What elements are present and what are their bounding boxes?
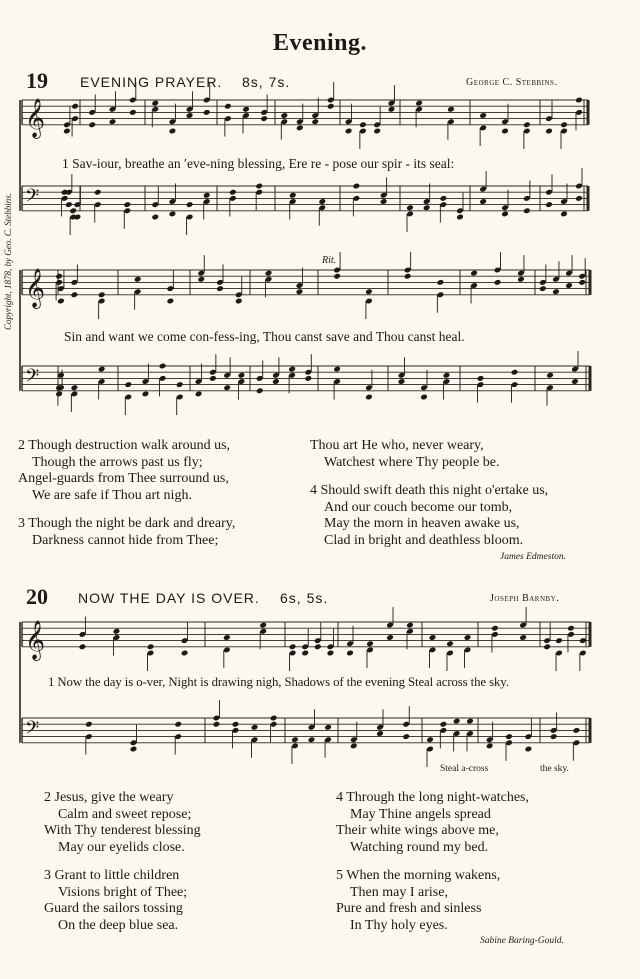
note-head — [213, 721, 221, 728]
hymn-19-number: 19 — [26, 68, 48, 93]
note-head — [113, 628, 121, 635]
verse-line: 2 Jesus, give the weary — [44, 790, 174, 805]
note-head — [232, 721, 240, 728]
note-head — [440, 721, 448, 728]
hymn-20-bass-words-b: the sky. — [540, 764, 569, 774]
verse-line: Visions bright of Thee; — [58, 884, 188, 900]
note-head — [308, 736, 316, 743]
hymn-19-lyric-line-1: 1 Sav-iour, breathe an ′eve-ning blessing, Ere re - pose our spir - its seal: — [62, 156, 455, 171]
note-head — [567, 625, 575, 632]
note-head — [314, 643, 322, 650]
hymn-19-lyric-line-2: Sin and want we come con-fess-ing, Thou canst save and Thou canst heal. — [64, 329, 465, 344]
bass-clef-icon: 𝄢 — [25, 717, 40, 743]
verse-line: And our couch become our tomb, — [324, 499, 513, 515]
verse-line: 5 When the morning wakens, — [336, 868, 501, 883]
verse-line: Watchest where Thy people be. — [324, 454, 500, 470]
note-head — [251, 724, 259, 731]
bass-clef-icon: 𝄢 — [25, 365, 40, 391]
note-head — [402, 733, 410, 740]
verse-line: Thou art He who, never weary, — [310, 438, 484, 453]
note-head — [324, 724, 332, 731]
hymn-20-title: NOW THE DAY IS OVER. — [78, 590, 260, 606]
hymn-19-composer: George C. Stebbins. — [466, 77, 558, 88]
note-head — [181, 650, 189, 657]
note-head — [174, 721, 182, 728]
note-head — [519, 634, 527, 641]
note-head — [453, 718, 461, 725]
treble-clef-icon: 𝄞 — [25, 267, 46, 308]
hymn-20-composer: Joseph Barnby. — [490, 593, 560, 604]
note-head — [270, 715, 278, 722]
verse-line: Then may I arise, — [350, 884, 448, 900]
verse-line: 4 Through the long night-watches, — [336, 790, 529, 805]
note-head — [301, 650, 309, 657]
note-head — [130, 746, 138, 753]
verse-line: 2 Though destruction walk around us, — [18, 438, 231, 453]
verse-line: On the deep blue sea. — [58, 917, 179, 933]
hymn-20-meter: 6s, 5s. — [280, 590, 329, 606]
note-head — [327, 650, 335, 657]
note-head — [505, 733, 513, 740]
note-head — [147, 643, 155, 650]
verse-line: Guard the sailors tossing — [44, 901, 183, 916]
note-head — [223, 634, 231, 641]
staff — [22, 700, 590, 767]
note-head — [79, 643, 87, 650]
verse-line: We are safe if Thou art nigh. — [32, 487, 192, 503]
note-head — [486, 743, 494, 750]
verse-line: 3 Grant to little children — [44, 868, 180, 883]
note-head — [550, 733, 558, 740]
verse-line: May Thine angels spread — [350, 806, 491, 822]
hymn-19-rit-marking: Rit. — [322, 255, 337, 266]
verse-line: May our eyelids close. — [58, 839, 185, 855]
treble-clef-icon: 𝄞 — [25, 97, 46, 138]
note-head — [573, 727, 581, 734]
note-head — [406, 622, 414, 629]
note-head — [85, 721, 93, 728]
hymn-20-bass-words-a: Steal a-cross — [440, 764, 489, 774]
note-head — [464, 634, 472, 641]
hymn-20-verses-right — [336, 790, 529, 934]
hymn-20-number: 20 — [26, 584, 48, 609]
hymn-20-author: Sabine Baring-Gould. — [480, 936, 564, 946]
note-head — [429, 634, 437, 641]
verse-line: Angel-guards from Thee surround us, — [18, 471, 229, 486]
note-head — [446, 640, 454, 647]
hymn-19-author: James Edmeston. — [500, 552, 566, 562]
note-head — [525, 746, 533, 753]
verse-line: Though the arrows past us fly; — [32, 454, 203, 470]
note-head — [291, 736, 299, 743]
hymn-20-lyric-line-1: 1 Now the day is o-ver, Night is drawing nigh, Shadows of the evening Steal across the sky. — [48, 675, 509, 689]
verse-line: 4 Should swift death this night o'ertake us, — [310, 483, 549, 498]
note-head — [366, 640, 374, 647]
verse-line: Pure and fresh and sinless — [336, 901, 482, 916]
hymn-19-title: EVENING PRAYER. — [80, 74, 223, 90]
note-head — [466, 718, 474, 725]
note-head — [491, 625, 499, 632]
hymn-19-copyright: Copyright, 1878, by Geo. C. Stebbins. — [3, 193, 13, 330]
verse-line: Watching round my bed. — [350, 839, 489, 855]
verse-line: With Thy tenderest blessing — [44, 823, 201, 838]
treble-clef-icon: 𝄞 — [25, 619, 46, 660]
note-head — [543, 643, 551, 650]
note-head — [350, 743, 358, 750]
note-head — [259, 622, 267, 629]
verse-line: May the morn in heaven awake us, — [324, 516, 520, 531]
verse-line: Darkness cannot hide from Thee; — [32, 532, 219, 548]
hymn-20-verses-left — [44, 790, 201, 934]
verse-line: Their white wings above me, — [336, 823, 499, 838]
verse-line: In Thy holy eyes. — [350, 917, 448, 933]
verse-line: Clad in bright and deathless bloom. — [324, 532, 524, 548]
note-head — [555, 637, 563, 644]
verse-line: 3 Though the night be dark and dreary, — [18, 516, 236, 531]
section-title: Evening. — [272, 30, 368, 56]
bass-clef-icon: 𝄢 — [25, 185, 40, 211]
hymn-19-meter: 8s, 7s. — [242, 74, 291, 90]
note-head — [386, 634, 394, 641]
note-head — [289, 643, 297, 650]
note-head — [376, 730, 384, 737]
note-head — [426, 736, 434, 743]
staff — [22, 607, 590, 671]
verse-line: Calm and sweet repose; — [58, 806, 192, 822]
note-head — [346, 650, 354, 657]
